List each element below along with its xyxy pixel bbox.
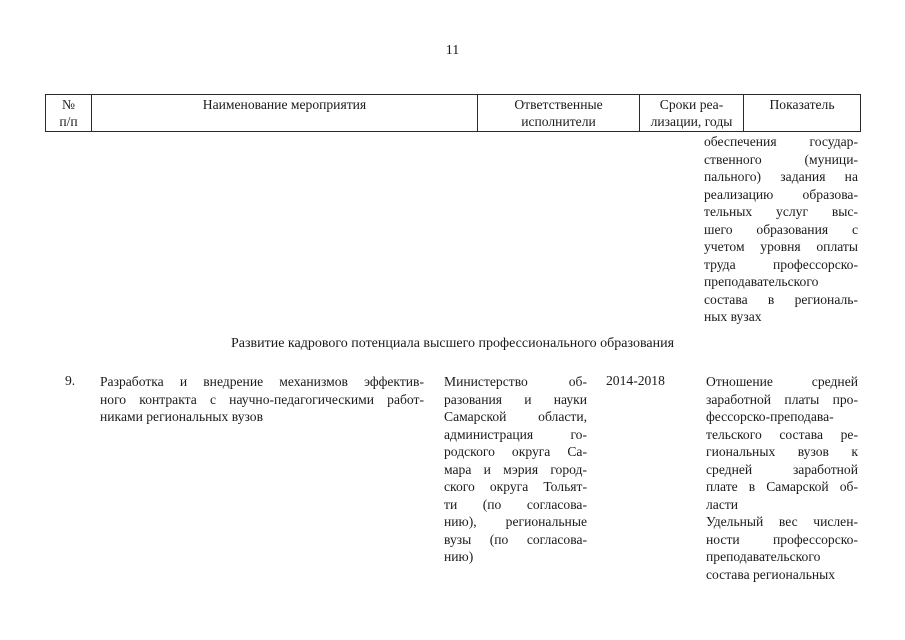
header-text: исполнители: [521, 114, 596, 129]
continued-indicator-text: [704, 133, 858, 326]
header-text: п/п: [59, 114, 78, 129]
header-cell-responsible: [478, 95, 640, 131]
text-line: плате в Самарской об-: [706, 479, 858, 494]
header-text: Сроки реа-: [659, 97, 724, 112]
text-line: заработной платы про-: [706, 391, 858, 407]
text-line: состава региональных: [706, 566, 836, 582]
text-line: ласти: [706, 496, 739, 512]
text-line: тельского состава ре-: [706, 426, 858, 442]
text-line: ти (по согласова-: [444, 496, 587, 512]
header-text: Ответственные: [514, 97, 603, 112]
text-line: администрация го-: [444, 426, 587, 442]
text-line: Удельный вес числен-: [706, 514, 858, 529]
header-text: №: [62, 97, 75, 112]
text-line: разования и науки: [444, 391, 587, 407]
text-line: обеспечения госудаp-: [704, 134, 858, 149]
row-number: 9.: [65, 373, 76, 388]
text-line: нию): [444, 549, 474, 564]
text-line: гиональных вузов к: [706, 444, 858, 459]
header-cell-number: [46, 95, 92, 131]
text-line: фессорско-преподава-: [706, 409, 834, 424]
text-line: реализацию образова-: [704, 186, 858, 202]
text-line: состава в региональ-: [704, 291, 858, 307]
text-line: ности профессорско-: [706, 531, 858, 547]
text-line: никами региональных вузов: [100, 409, 264, 424]
text-line: ского округа Тольят-: [444, 479, 587, 494]
text-line: труда профессорско-: [704, 256, 858, 272]
section-title: Развитие кадрового потенциала высшего профессионального образования: [230, 336, 675, 351]
text-line: Разработка и внедрение механизмов эффектив-: [100, 374, 424, 389]
header-cell-indicator: [744, 95, 860, 131]
text-line: тельных услуг выс-: [704, 204, 858, 219]
text-line: ственного (муници-: [704, 151, 858, 167]
header-text: Наименование мероприятия: [202, 97, 367, 112]
text-line: Министерство об-: [444, 374, 587, 389]
text-line: средней заработной: [706, 461, 858, 477]
text-line: родского округа Са-: [444, 444, 587, 459]
text-line: ного контракта с научно-педагогическими работ-: [100, 391, 424, 407]
table-header: [45, 94, 861, 132]
row-activity-name: [100, 373, 424, 426]
text-line: вузы (по согласова-: [444, 531, 587, 547]
text-line: пального) задания на: [704, 169, 858, 184]
header-cell-name: [92, 95, 478, 131]
text-line: шего образования с: [704, 221, 858, 237]
text-line: Самарской области,: [444, 409, 587, 424]
row-responsible: [444, 373, 587, 566]
text-line: Отношение средней: [706, 374, 858, 389]
text-line: учетом уровня оплаты: [704, 239, 858, 254]
text-line: ных вузах: [704, 309, 762, 324]
row-term: 2014-2018: [606, 373, 665, 388]
text-line: преподавательского: [704, 274, 819, 289]
row-indicator: [706, 373, 858, 583]
header-text: лизации, годы: [650, 114, 733, 129]
text-line: мара и мэрия город-: [444, 461, 587, 477]
text-line: преподавательского: [706, 549, 821, 564]
text-line: нию), региональные: [444, 514, 587, 529]
page-number: 11: [445, 43, 460, 58]
header-text: Показатель: [769, 97, 835, 112]
header-cell-term: [640, 95, 744, 131]
